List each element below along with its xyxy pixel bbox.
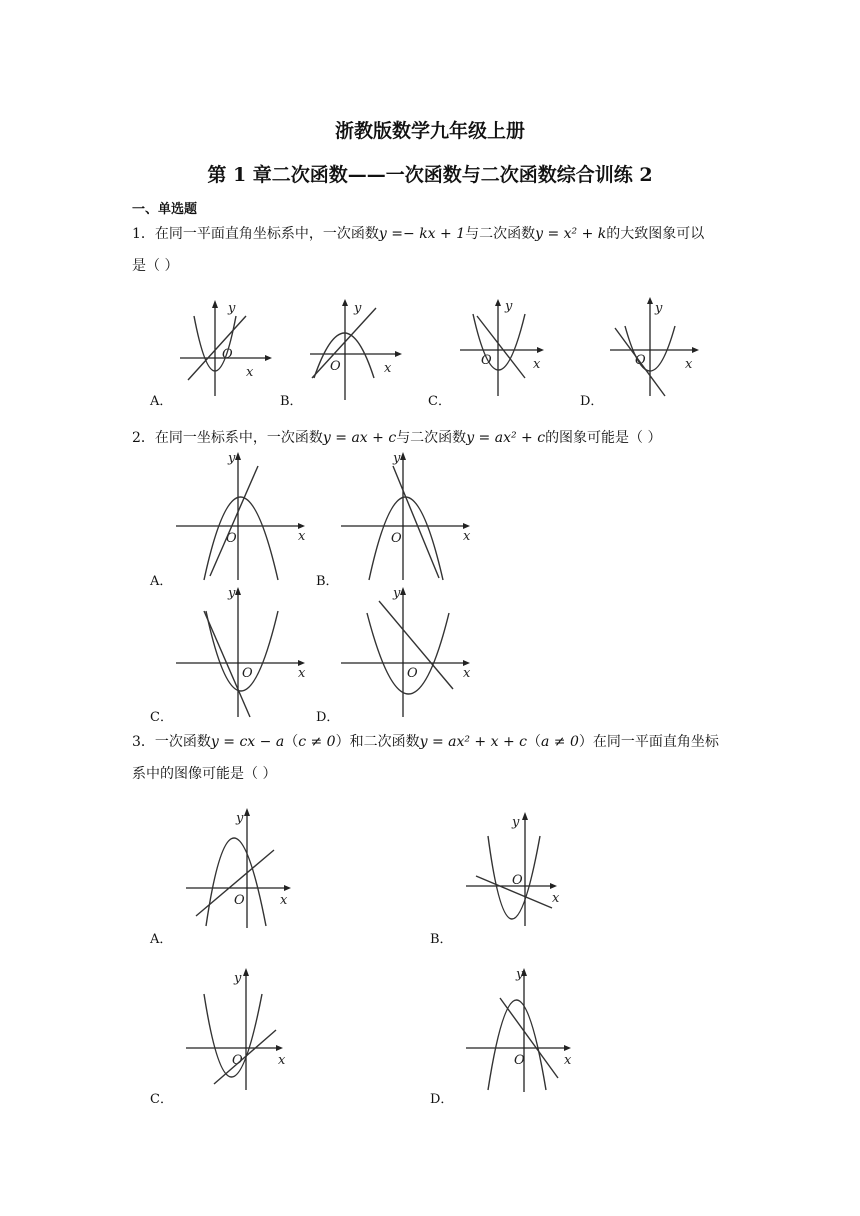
x-axis-label: x <box>463 666 471 681</box>
option-label-c: C． <box>428 394 451 409</box>
question-text: （ <box>284 734 299 750</box>
option-label-b: B． <box>430 932 453 947</box>
x-axis-label: x <box>463 529 471 544</box>
question-text: 系中的图像可能是（ ） <box>132 766 277 782</box>
y-axis-label: y <box>393 586 401 601</box>
x-axis-label: x <box>298 529 306 544</box>
question-text: （ <box>526 734 541 750</box>
question-text: 是（ ） <box>132 258 179 274</box>
origin-label: O <box>514 1053 525 1068</box>
origin-label: O <box>234 893 245 908</box>
math-expression: y = x² + k <box>535 226 607 242</box>
document-subtitle: 第 1 章二次函数——一次函数与二次函数综合训练 2 <box>207 164 653 186</box>
math-expression: y = ax + c <box>322 430 397 446</box>
q2-graph-b <box>335 448 480 583</box>
x-axis-label: x <box>384 361 392 376</box>
math-expression: a ≠ 0 <box>540 734 579 750</box>
x-axis-label: x <box>685 357 693 372</box>
question-text: 与二次函数 <box>396 430 467 446</box>
y-axis-label: y <box>512 815 520 830</box>
math-expression: y =− kx + 1 <box>378 226 466 242</box>
origin-label: O <box>512 873 523 888</box>
math-expression: y = ax² + x + c <box>419 734 527 750</box>
origin-label: O <box>222 347 233 362</box>
y-axis-label: y <box>655 301 663 316</box>
q3-graph-d <box>460 966 590 1091</box>
origin-label: O <box>407 666 418 681</box>
q3-graph-a <box>180 806 300 931</box>
q1-graph-d <box>605 296 715 406</box>
y-axis-label: y <box>236 811 244 826</box>
q3-graph-c <box>180 966 300 1091</box>
question-1 <box>132 218 732 282</box>
option-label-a: A． <box>150 394 173 409</box>
x-axis-label: x <box>533 357 541 372</box>
x-axis-label: x <box>280 893 288 908</box>
x-axis-label: x <box>564 1053 572 1068</box>
origin-label: O <box>481 353 492 368</box>
option-label-d: D． <box>580 394 604 409</box>
y-axis-label: y <box>228 451 236 466</box>
origin-label: O <box>330 359 341 374</box>
math-expression: c ≠ 0 <box>298 734 336 750</box>
origin-label: O <box>391 531 402 546</box>
q3-graph-b <box>460 806 580 931</box>
question-text: ）和二次函数 <box>335 734 420 750</box>
x-axis-label: x <box>298 666 306 681</box>
q1-graph-a <box>170 296 280 406</box>
y-axis-label: y <box>505 299 513 314</box>
origin-label: O <box>635 353 646 368</box>
question-text: 在同一坐标系中，一次函数 <box>154 430 323 446</box>
option-label-c: C． <box>150 710 173 725</box>
document-title: 浙教版数学九年级上册 <box>334 120 525 142</box>
y-axis-label: y <box>228 301 236 316</box>
question-text: ）在同一平面直角坐标 <box>578 734 719 750</box>
option-label-d: D． <box>316 710 340 725</box>
question-number: 3． <box>132 734 155 750</box>
q2-graph-a <box>170 448 315 583</box>
question-text: 与二次函数 <box>465 226 536 242</box>
y-axis-label: y <box>228 586 236 601</box>
q2-graph-c <box>170 583 315 718</box>
y-axis-label: y <box>234 971 242 986</box>
question-number: 2． <box>132 430 155 446</box>
y-axis-label: y <box>516 967 524 982</box>
origin-label: O <box>226 531 237 546</box>
question-text: 的图象可能是（ ） <box>545 430 662 446</box>
math-expression: y = cx − a <box>210 734 285 750</box>
q2-graph-d <box>335 583 480 718</box>
option-label-b: B． <box>316 574 339 589</box>
q1-graph-b <box>300 296 410 406</box>
question-text: 一次函数 <box>154 734 211 750</box>
origin-label: O <box>242 666 253 681</box>
math-expression: y = ax² + c <box>466 430 546 446</box>
x-axis-label: x <box>552 891 560 906</box>
section-heading: 一、单选题 <box>132 202 198 217</box>
option-label-b: B． <box>280 394 303 409</box>
option-label-a: A． <box>150 574 173 589</box>
question-3 <box>132 726 732 790</box>
y-axis-label: y <box>393 451 401 466</box>
question-text: 在同一平面直角坐标系中，一次函数 <box>154 226 379 242</box>
q1-graph-c <box>455 296 565 406</box>
y-axis-label: y <box>354 301 362 316</box>
x-axis-label: x <box>246 365 254 380</box>
option-label-d: D． <box>430 1092 454 1107</box>
origin-label: O <box>232 1053 243 1068</box>
question-text: 的大致图象可以 <box>606 226 705 242</box>
x-axis-label: x <box>278 1053 286 1068</box>
option-label-a: A． <box>150 932 173 947</box>
option-label-c: C． <box>150 1092 173 1107</box>
question-number: 1． <box>132 226 155 242</box>
